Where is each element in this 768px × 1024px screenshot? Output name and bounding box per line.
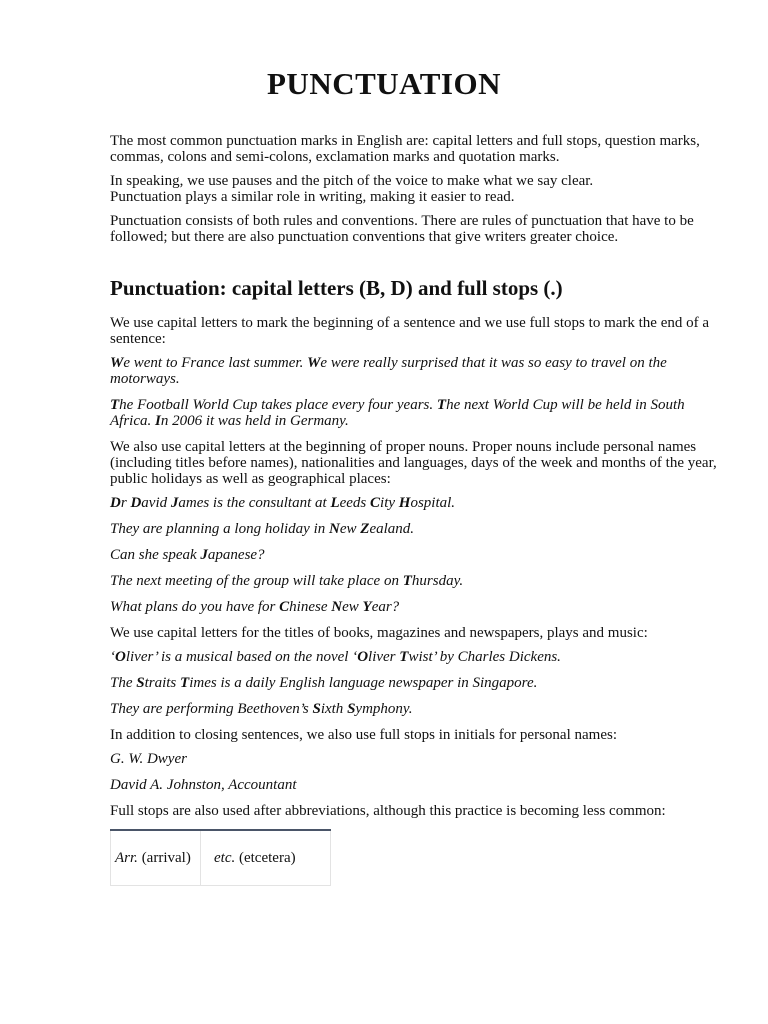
example-sentence	[110, 649, 720, 665]
example-text: apanese?	[207, 547, 265, 563]
capital-letter: N	[331, 599, 343, 615]
example-text: What plans do you have for	[110, 599, 280, 615]
example-text: he next World Cup will be held in South Africa.	[110, 397, 685, 429]
example-sentence	[110, 521, 720, 537]
example-text: The next meeting of the group will take place on	[110, 573, 403, 589]
example-text: n 2006 it was held in Germany.	[160, 413, 349, 429]
capital-letter: O	[115, 649, 126, 665]
abbreviation-meaning: (etcetera)	[235, 849, 296, 866]
section-heading: Punctuation: capital letters (B, D) and full stops (.)	[110, 276, 563, 300]
capital-letter: D	[110, 495, 121, 511]
example-sentence	[110, 547, 720, 563]
capital-letter: J	[170, 495, 179, 511]
abbreviation-table-wrap	[110, 829, 720, 886]
capital-letter: N	[329, 521, 340, 537]
capital-letter: T	[402, 573, 412, 589]
example-text: eeds	[339, 495, 371, 511]
proper-noun-examples	[110, 495, 720, 615]
example-text: ames is the consultant at	[178, 495, 331, 511]
example-text: ew	[342, 599, 363, 615]
example-text: ospital.	[410, 495, 456, 511]
capital-letter: S	[136, 675, 145, 691]
abbreviation: etc.	[214, 849, 236, 866]
title-examples	[110, 649, 720, 717]
document-body	[110, 133, 720, 886]
example-sentence	[110, 599, 720, 615]
capital-letter: I	[155, 413, 161, 429]
titles-paragraph: We use capital letters for the titles of books, magazines and newspapers, plays and music:	[110, 625, 648, 641]
abbreviation: Arr.	[115, 849, 138, 866]
proper-nouns-paragraph: We also use capital letters at the beginning of proper nouns. Proper nouns include personal names (including titles before names), nationalities and languages, days of the week and months of the year, public holidays as well as geographical places:	[110, 439, 717, 487]
example-text: They are performing Beethoven’s	[110, 701, 313, 717]
example-sentence	[110, 675, 720, 691]
example-sentence	[110, 573, 720, 589]
capital-letter: L	[330, 495, 340, 511]
example-text: ity	[380, 495, 399, 511]
example-text: imes is a daily English language newspaper in Singapore.	[189, 675, 538, 691]
intro-line-1: In speaking, we use pauses and the pitch of the voice to make what we say clear.	[110, 173, 594, 189]
capital-letter: J	[200, 547, 208, 563]
example-text: They are planning a long holiday in	[110, 521, 330, 537]
capital-letter: C	[279, 599, 290, 615]
capital-letter: H	[398, 495, 411, 511]
example-text: The	[110, 675, 137, 691]
abbreviation-table	[110, 829, 331, 886]
table-cell	[111, 830, 201, 886]
abbreviations-paragraph: Full stops are also used after abbreviations, although this practice is becoming less common:	[110, 803, 666, 819]
example-text: r	[120, 495, 131, 511]
example-text: ‘	[110, 649, 115, 665]
example-text: ealand.	[369, 521, 415, 537]
intro-paragraph-3: Punctuation consists of both rules and conventions. There are rules of punctuation that have to be followed; but there are also punctuation conventions that give writers greater choice.	[110, 213, 694, 245]
example-text: wist’ by Charles Dickens.	[408, 649, 561, 665]
capital-letter: T	[399, 649, 409, 665]
example-text: ew	[339, 521, 361, 537]
intro-line-2: Punctuation plays a similar role in writing, making it easier to read.	[110, 189, 515, 205]
intro-paragraph-1: The most common punctuation marks in English are: capital letters and full stops, question marks, commas, colons and semi-colons, exclamation marks and quotation marks.	[110, 133, 700, 165]
capital-letter: Z	[360, 521, 370, 537]
example-name: David A. Johnston, Accountant	[110, 777, 297, 793]
example-text: ixth	[320, 701, 348, 717]
example-text: Can she speak	[110, 547, 201, 563]
example-text: liver’ is a musical based on the novel ‘	[125, 649, 358, 665]
initials-paragraph: In addition to closing sentences, we also use full stops in initials for personal names:	[110, 727, 617, 743]
page-title: PUNCTUATION	[267, 66, 501, 101]
example-text: hinese	[289, 599, 332, 615]
example-sentence	[110, 495, 720, 511]
capital-letter: O	[357, 649, 369, 665]
capital-letter: W	[307, 355, 321, 371]
example-text: e were really surprised that it was so easy to travel on the motorways.	[110, 355, 667, 387]
capital-letter: Y	[362, 599, 372, 615]
capital-letter: W	[110, 355, 124, 371]
example-text: liver	[368, 649, 400, 665]
example-text: avid	[141, 495, 171, 511]
example-sentence	[110, 355, 720, 387]
example-text: traits	[144, 675, 181, 691]
example-text: ymphony.	[355, 701, 413, 717]
capital-letter: T	[180, 675, 190, 691]
example-text: he Football World Cup takes place every four years.	[119, 397, 437, 413]
example-sentence	[110, 701, 720, 717]
capital-letter: T	[110, 397, 120, 413]
example-text: e went to France last summer.	[123, 355, 308, 371]
capital-letter: C	[370, 495, 381, 511]
sentence-rule-paragraph: We use capital letters to mark the beginning of a sentence and we use full stops to mark the end of a sentence:	[110, 315, 710, 347]
capital-letter: S	[312, 701, 321, 717]
capital-letter: S	[347, 701, 356, 717]
example-name: G. W. Dwyer	[110, 751, 187, 767]
initials-examples	[110, 751, 720, 793]
abbreviation-meaning: (arrival)	[137, 849, 191, 866]
example-sentence	[110, 397, 720, 429]
capital-letter: D	[130, 495, 142, 511]
capital-letter: T	[436, 397, 447, 413]
intro-paragraph-2	[110, 173, 720, 205]
example-text: ear?	[371, 599, 400, 615]
example-text: hursday.	[411, 573, 464, 589]
sentence-examples	[110, 355, 720, 429]
table-cell	[201, 830, 331, 886]
table-row	[111, 830, 331, 886]
